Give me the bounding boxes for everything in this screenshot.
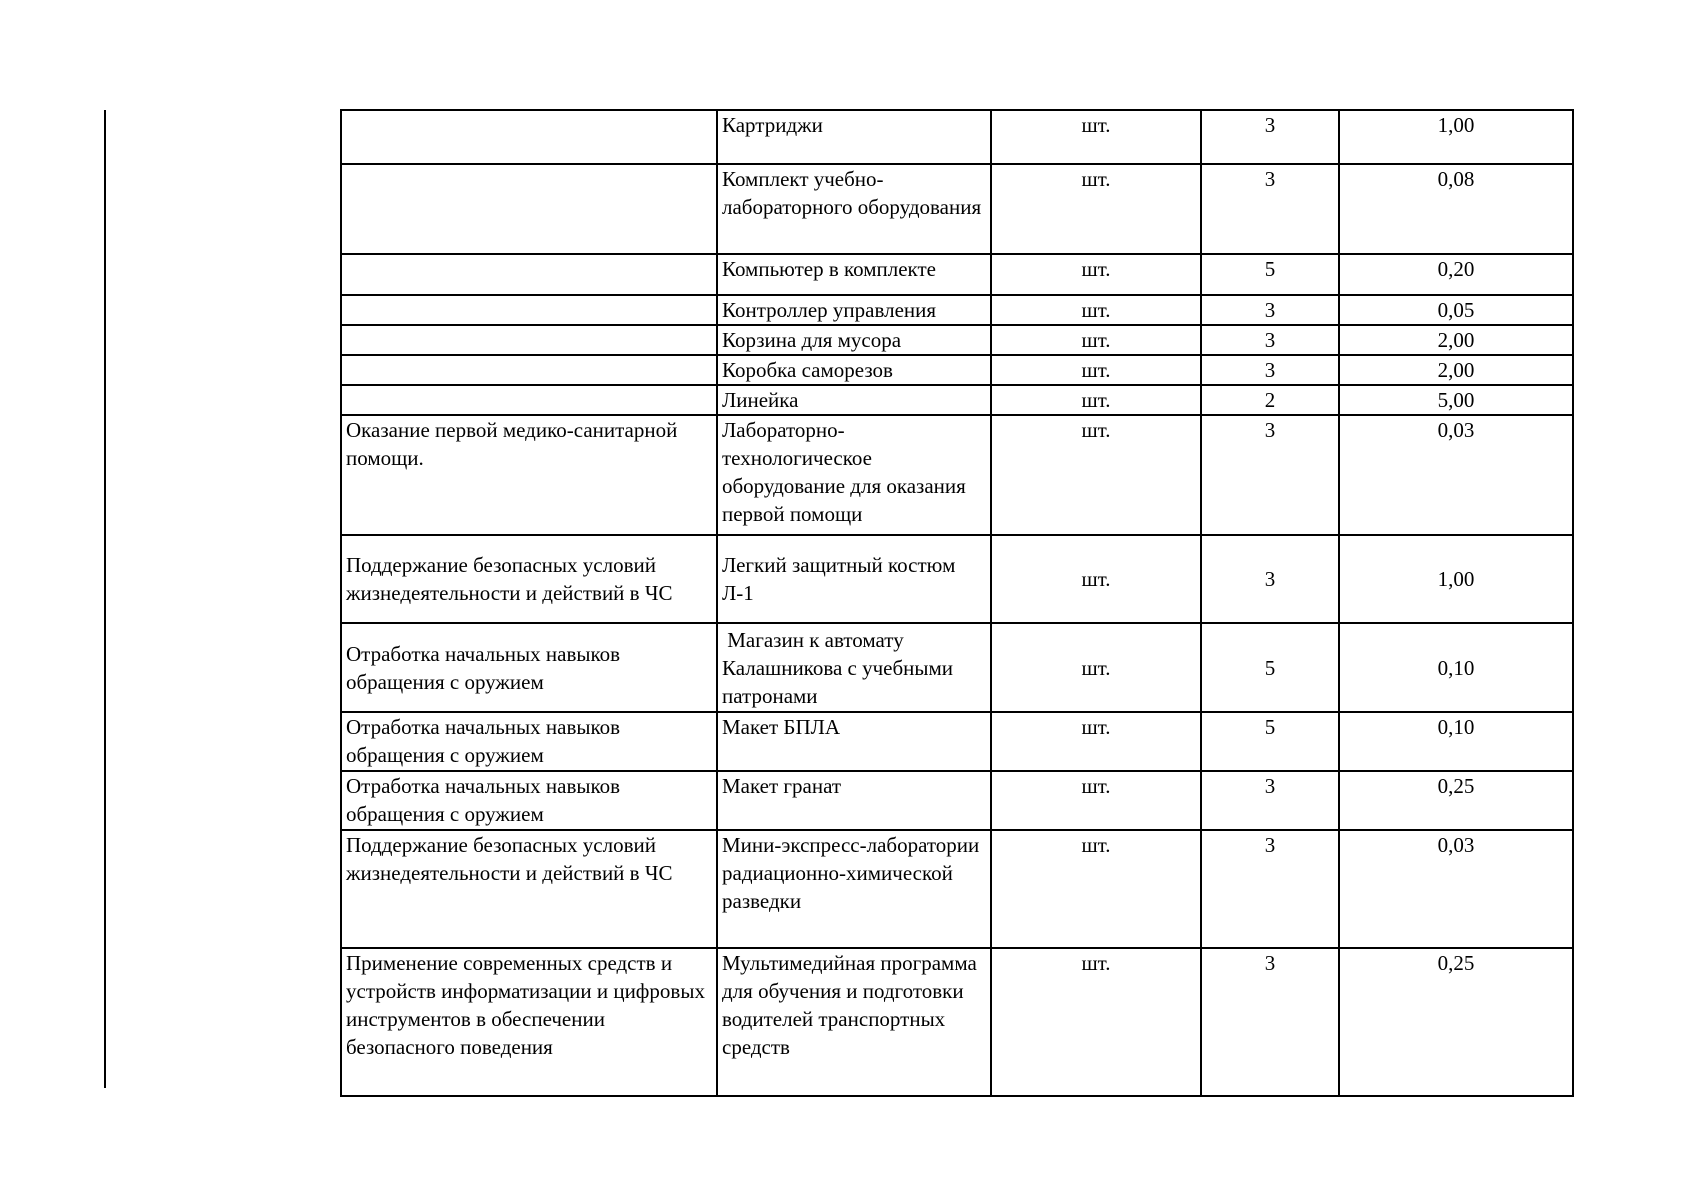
equipment-table [340,109,1574,1097]
quantity-cell: 3 [1201,325,1339,355]
activity-cell [341,355,717,385]
item-name-cell: Компьютер в комплекте [717,254,991,295]
table-row [341,164,1573,254]
unit-cell: шт. [991,110,1201,164]
norm-cell: 2,00 [1339,355,1573,385]
norm-cell: 2,00 [1339,325,1573,355]
table-row [341,771,1573,830]
activity-cell [341,325,717,355]
item-name-cell: Комплект учебно-лабораторного оборудования [717,164,991,254]
activity-cell: Поддержание безопасных условий жизнедеятельности и действий в ЧС [341,535,717,623]
item-name-cell: Коробка саморезов [717,355,991,385]
quantity-cell: 2 [1201,385,1339,415]
unit-cell: шт. [991,771,1201,830]
item-name-cell: Корзина для мусора [717,325,991,355]
quantity-cell: 3 [1201,164,1339,254]
unit-cell: шт. [991,535,1201,623]
norm-cell: 0,03 [1339,415,1573,535]
activity-cell [341,254,717,295]
unit-cell: шт. [991,254,1201,295]
item-name-cell: Магазин к автомату Калашникова с учебными патронами [717,623,991,712]
quantity-cell: 5 [1201,254,1339,295]
activity-cell: Поддержание безопасных условий жизнедеятельности и действий в ЧС [341,830,717,948]
item-name-cell: Макет гранат [717,771,991,830]
item-name-cell: Макет БПЛА [717,712,991,771]
quantity-cell: 3 [1201,355,1339,385]
item-name-cell: Мини-экспресс-лаборатории радиационно-химической разведки [717,830,991,948]
unit-cell: шт. [991,164,1201,254]
page-margin-line [104,110,106,1088]
table-row [341,712,1573,771]
table-row [341,295,1573,325]
norm-cell: 0,25 [1339,771,1573,830]
table-row [341,325,1573,355]
unit-cell: шт. [991,385,1201,415]
norm-cell: 0,20 [1339,254,1573,295]
equipment-table-body [341,110,1573,1096]
activity-cell: Применение современных средств и устройств информатизации и цифровых инструментов в обеспечении безопасного поведения [341,948,717,1096]
norm-cell: 0,10 [1339,623,1573,712]
table-row [341,830,1573,948]
unit-cell: шт. [991,623,1201,712]
quantity-cell: 3 [1201,110,1339,164]
activity-cell [341,110,717,164]
unit-cell: шт. [991,415,1201,535]
table-row [341,415,1573,535]
norm-cell: 1,00 [1339,110,1573,164]
item-name-cell: Контроллер управления [717,295,991,325]
table-row [341,110,1573,164]
norm-cell: 0,03 [1339,830,1573,948]
quantity-cell: 5 [1201,712,1339,771]
table-row [341,948,1573,1096]
unit-cell: шт. [991,712,1201,771]
quantity-cell: 3 [1201,771,1339,830]
activity-cell [341,385,717,415]
activity-cell: Оказание первой медико-санитарной помощи. [341,415,717,535]
item-name-cell: Легкий защитный костюм Л-1 [717,535,991,623]
unit-cell: шт. [991,830,1201,948]
unit-cell: шт. [991,355,1201,385]
quantity-cell: 3 [1201,535,1339,623]
norm-cell: 0,25 [1339,948,1573,1096]
activity-cell [341,295,717,325]
norm-cell: 0,08 [1339,164,1573,254]
activity-cell: Отработка начальных навыков обращения с оружием [341,623,717,712]
unit-cell: шт. [991,325,1201,355]
quantity-cell: 3 [1201,415,1339,535]
norm-cell: 0,05 [1339,295,1573,325]
activity-cell [341,164,717,254]
table-row [341,535,1573,623]
unit-cell: шт. [991,948,1201,1096]
table-row [341,385,1573,415]
norm-cell: 5,00 [1339,385,1573,415]
norm-cell: 0,10 [1339,712,1573,771]
activity-cell: Отработка начальных навыков обращения с оружием [341,771,717,830]
item-name-cell: Картриджи [717,110,991,164]
quantity-cell: 3 [1201,948,1339,1096]
item-name-cell: Лабораторно-технологическое оборудование для оказания первой помощи [717,415,991,535]
table-row [341,623,1573,712]
quantity-cell: 3 [1201,295,1339,325]
norm-cell: 1,00 [1339,535,1573,623]
item-name-cell: Мультимедийная программа для обучения и подготовки водителей транспортных средств [717,948,991,1096]
unit-cell: шт. [991,295,1201,325]
quantity-cell: 5 [1201,623,1339,712]
item-name-cell: Линейка [717,385,991,415]
quantity-cell: 3 [1201,830,1339,948]
activity-cell: Отработка начальных навыков обращения с оружием [341,712,717,771]
table-row [341,355,1573,385]
table-row [341,254,1573,295]
